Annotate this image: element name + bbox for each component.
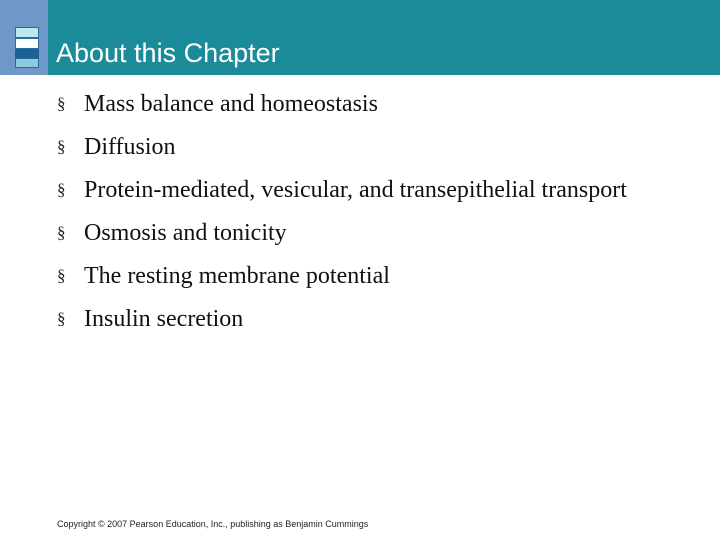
bullet-text: Protein-mediated, vesicular, and transepithelial transport <box>84 177 627 203</box>
copyright-footer: Copyright © 2007 Pearson Education, Inc., publishing as Benjamin Cummings <box>57 519 369 529</box>
layer-icon-middle <box>15 38 39 49</box>
bullet-text: Osmosis and tonicity <box>84 220 287 246</box>
stacked-layers-icon <box>15 27 39 67</box>
title-bar <box>0 0 720 75</box>
bullet-text: Insulin secretion <box>84 306 244 332</box>
bullet-item <box>57 131 697 163</box>
bullet-item <box>57 260 697 292</box>
bullet-marker: § <box>57 137 66 156</box>
layer-icon-top <box>15 27 39 38</box>
bullet-text: Mass balance and homeostasis <box>84 91 378 117</box>
bullet-item <box>57 174 644 206</box>
bullet-marker: § <box>57 94 66 113</box>
bullet-text: The resting membrane potential <box>84 263 390 289</box>
bullet-marker: § <box>57 309 66 328</box>
layer-icon-bottom <box>15 58 39 68</box>
slide-title: About this Chapter <box>56 38 280 68</box>
bullet-marker: § <box>57 180 66 199</box>
bullet-list <box>57 88 697 346</box>
bullet-text: Diffusion <box>84 134 176 160</box>
bullet-item <box>57 217 697 249</box>
bullet-marker: § <box>57 266 66 285</box>
bullet-marker: § <box>57 223 66 242</box>
bullet-item <box>57 303 697 335</box>
bullet-item <box>57 88 697 120</box>
